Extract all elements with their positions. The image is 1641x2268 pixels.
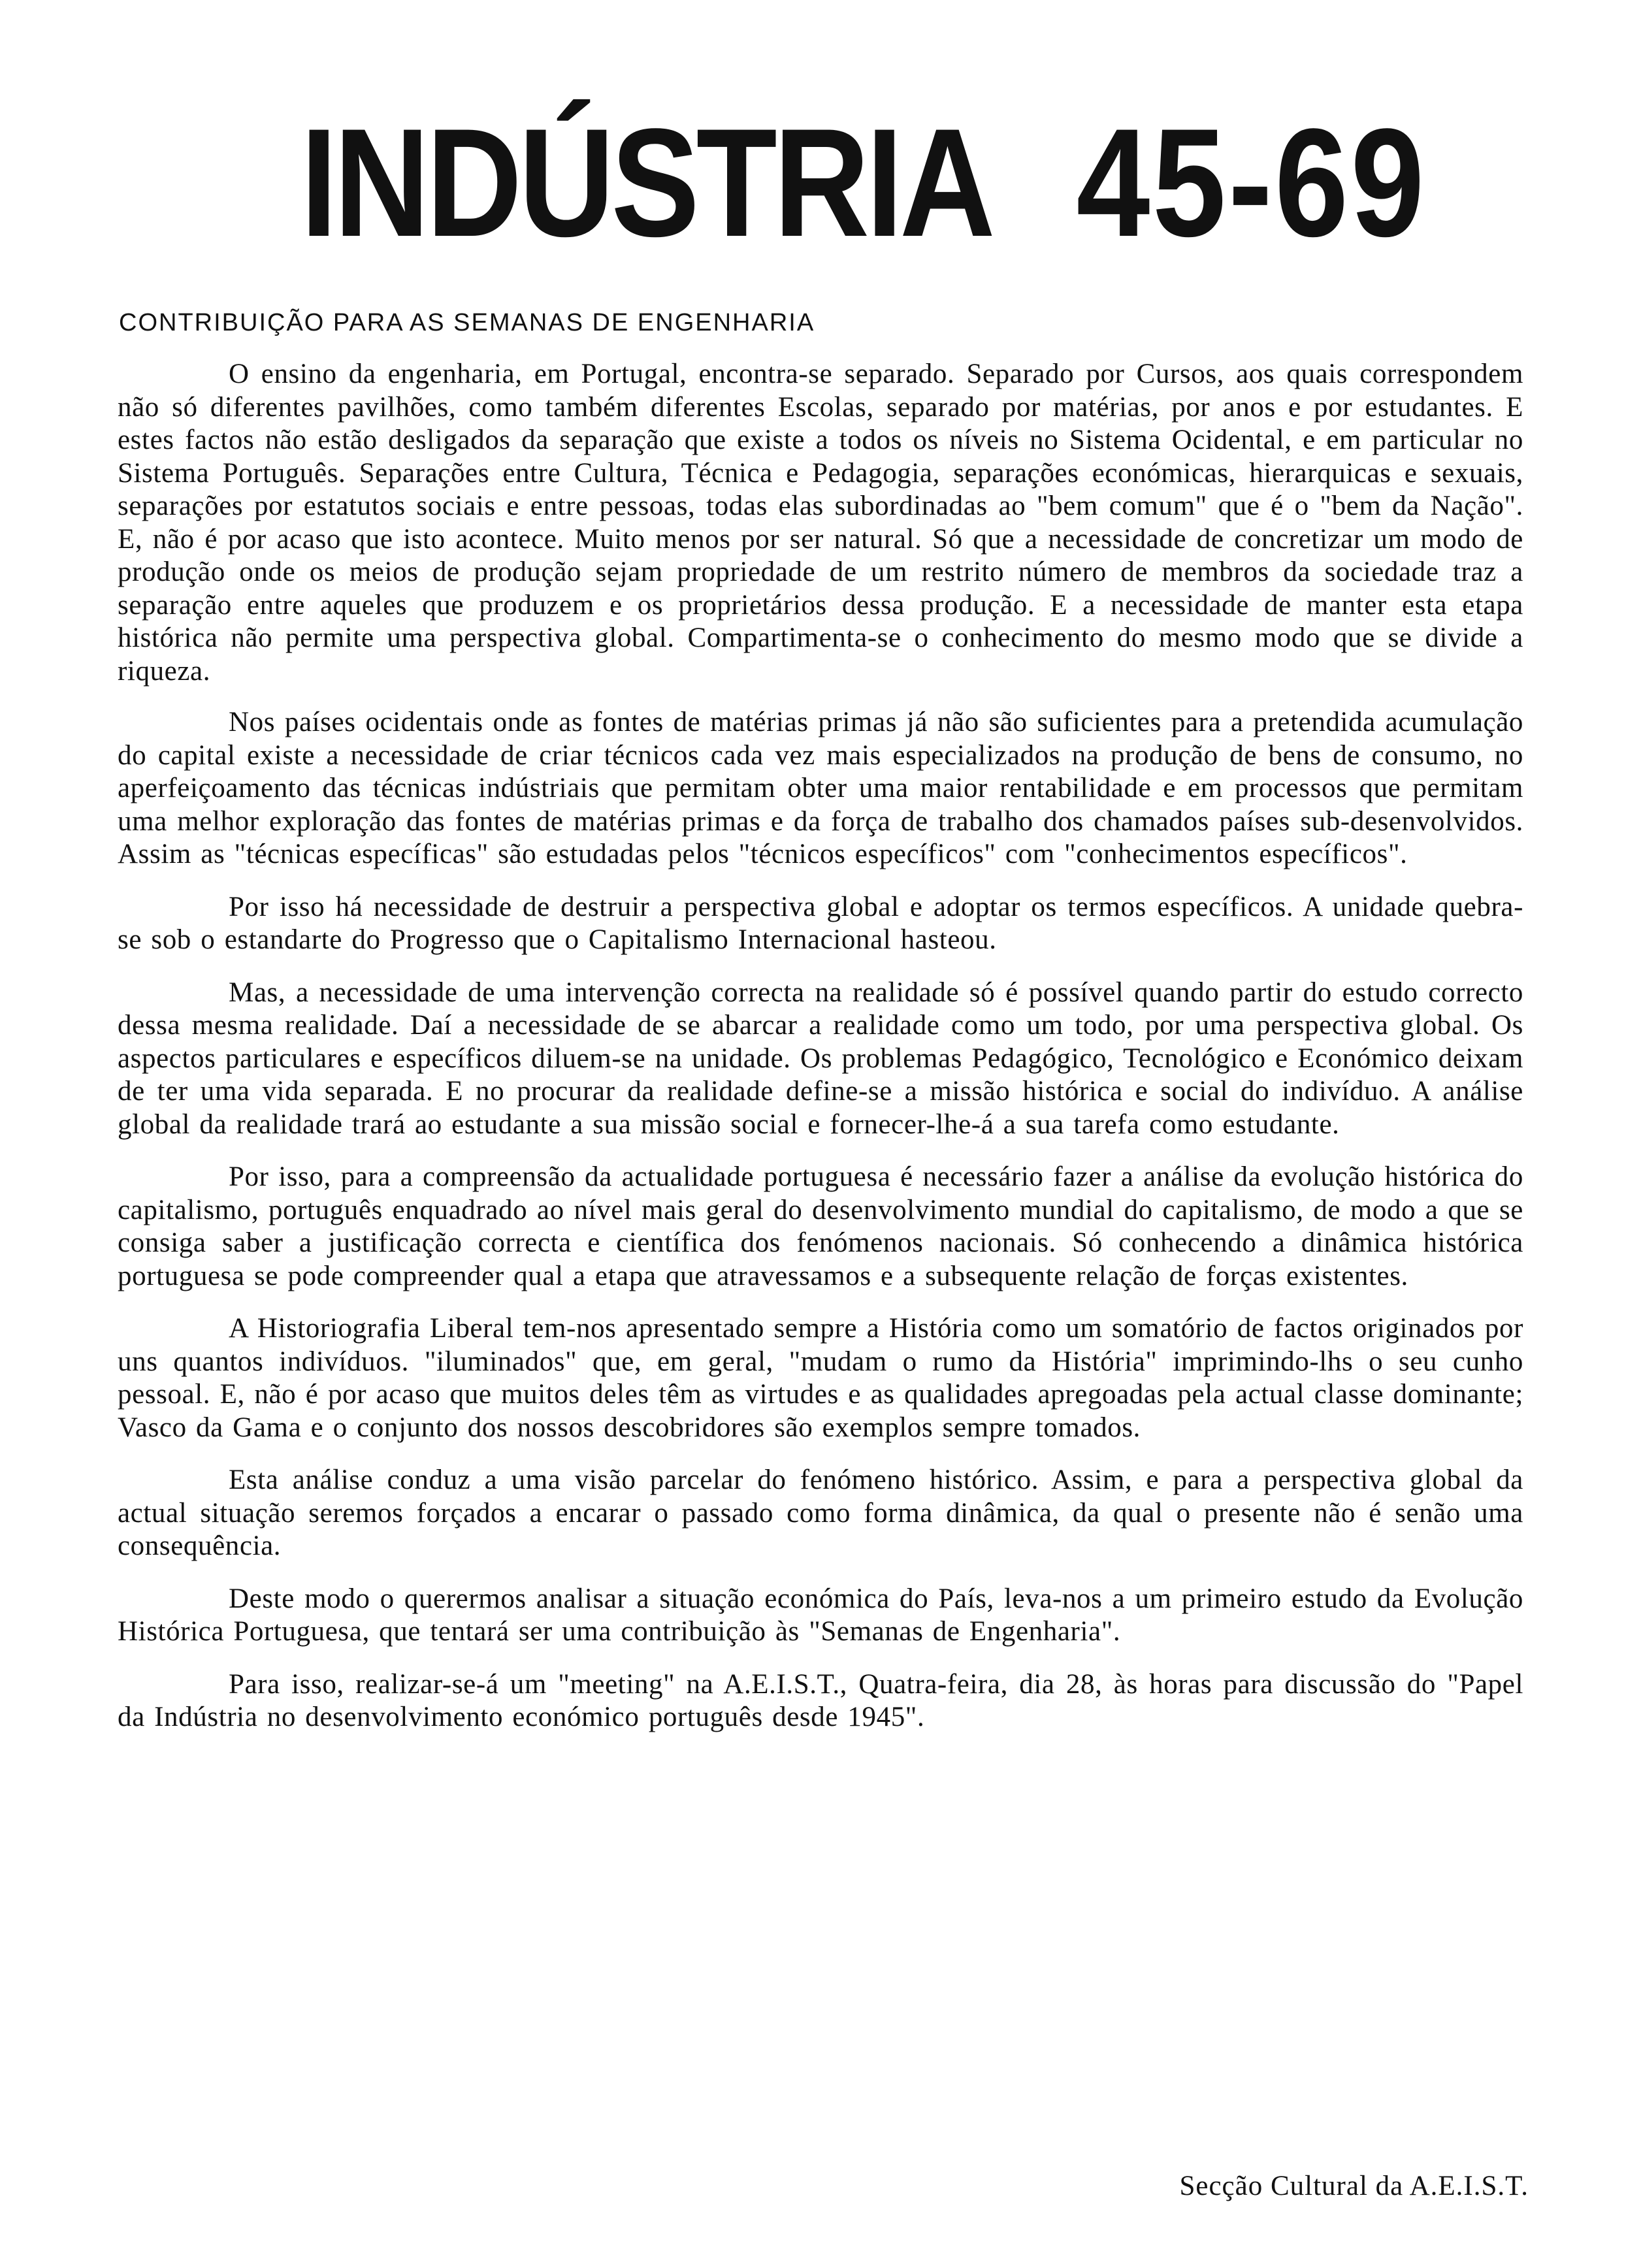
document-subtitle: CONTRIBUIÇÃO PARA AS SEMANAS DE ENGENHARIA (119, 309, 815, 336)
title-number: 45-69 (1076, 97, 1427, 269)
paragraph-8: Deste modo o querermos analisar a situação económica do País, leva-nos a um primeiro estudo da Evolução Histórica Portuguesa, que tentará ser uma contribuição às "Semanas de Engenharia". (118, 1583, 1523, 1647)
title-word: INDÚSTRIA (301, 97, 992, 269)
paragraph-7: Esta análise conduz a uma visão parcelar do fenómeno histórico. Assim, e para a perspectiva global da actual situação seremos forçados a encarar o passado como forma dinâmica, da qual o presente não é senão uma consequência. (118, 1465, 1523, 1561)
paragraph-9: Para isso, realizar-se-á um "meeting" na A.E.I.S.T., Quatra-feira, dia 28, às horas para discussão do "Papel da Indústria no desenvolvimento económico português desde 1945". (118, 1668, 1523, 1732)
paragraph-6: A Historiografia Liberal tem-nos apresentado sempre a História como um somatório de factos originados por uns quantos indivíduos. "iluminados" que, em geral, "mudam o rumo da História" imprimindo-lhs o seu cunho pessoal. E, não é por acaso que muitos deles têm as virtudes e as qualidades apregoadas pela actual classe dominante; Vasco da Gama e o conjunto dos nossos descobridores são exemplos sempre tomados. (118, 1313, 1523, 1443)
paragraph-5: Por isso, para a compreensão da actualidade portuguesa é necessário fazer a análise da evolução histórica do capitalismo, português enquadrado ao nível mais geral do desenvolvimento mundial do capitalismo, de modo a que se consiga saber a justificação correcta e científica dos fenómenos nacionais. Só conhecendo a dinâmica histórica portuguesa se pode compreender qual a etapa que atravessamos e a subsequente relação de forças existentes. (118, 1161, 1523, 1291)
document-body (118, 358, 1523, 1754)
paragraph-4: Mas, a necessidade de uma intervenção correcta na realidade só é possível quando partir do estudo correcto dessa mesma realidade. Daí a necessidade de se abarcar a realidade como um todo, por uma perspectiva global. Os aspectos particulares e específicos diluem-se na unidade. Os problemas Pedagógico, Tecnológico e Económico deixam de ter uma vida separada. E no procurar da realidade define-se a missão histórica e social do indivíduo. A análise global da realidade trará ao estudante a sua missão social e fornecer-lhe-á a sua tarefa como estudante. (118, 977, 1523, 1140)
paragraph-3: Por isso há necessidade de destruir a perspectiva global e adoptar os termos específicos. A unidade quebra-se sob o estandarte do Progresso que o Capitalismo Internacional hasteou. (118, 891, 1523, 955)
paragraph-1: O ensino da engenharia, em Portugal, encontra-se separado. Separado por Cursos, aos quais correspondem não só diferentes pavilhões, como também diferentes Escolas, separado por matérias, por anos e por estudantes. E estes factos não estão desligados da separação que existe a todos os níveis no Sistema Ocidental, e em particular no Sistema Português. Separações entre Cultura, Técnica e Pedagogia, separações económicas, hierarquicas e sexuais, separações por estatutos sociais e entre pessoas, todas elas subordinadas ao "bem comum" que é o "bem da Nação". E, não é por acaso que isto acontece. Muito menos por ser natural. Só que a necessidade de concretizar um modo de produção onde os meios de produção sejam propriedade de um restrito número de membros da sociedade traz a separação entre aqueles que produzem e os proprietários dessa produção. E a necessidade de manter esta etapa histórica não permite uma perspectiva global. Compartimenta-se o conhecimento do mesmo modo que se divide a riqueza. (118, 359, 1523, 687)
signature: Secção Cultural da A.E.I.S.T. (1179, 2171, 1529, 2201)
paragraph-2: Nos países ocidentais onde as fontes de matérias primas já não são suficientes para a pretendida acumulação do capital existe a necessidade de criar técnicos cada vez mais especializados na produção de bens de consumo, no aperfeiçoamento das técnicas indústriais que permitam obter uma maior rentabilidade e em processos que permitam uma melhor exploração das fontes de matérias primas e da força de trabalho dos chamados países sub-desenvolvidos. Assim as "técnicas específicas" são estudadas pelos "técnicos específicos" com "conhecimentos específicos". (118, 707, 1523, 869)
document-title (301, 97, 1427, 269)
